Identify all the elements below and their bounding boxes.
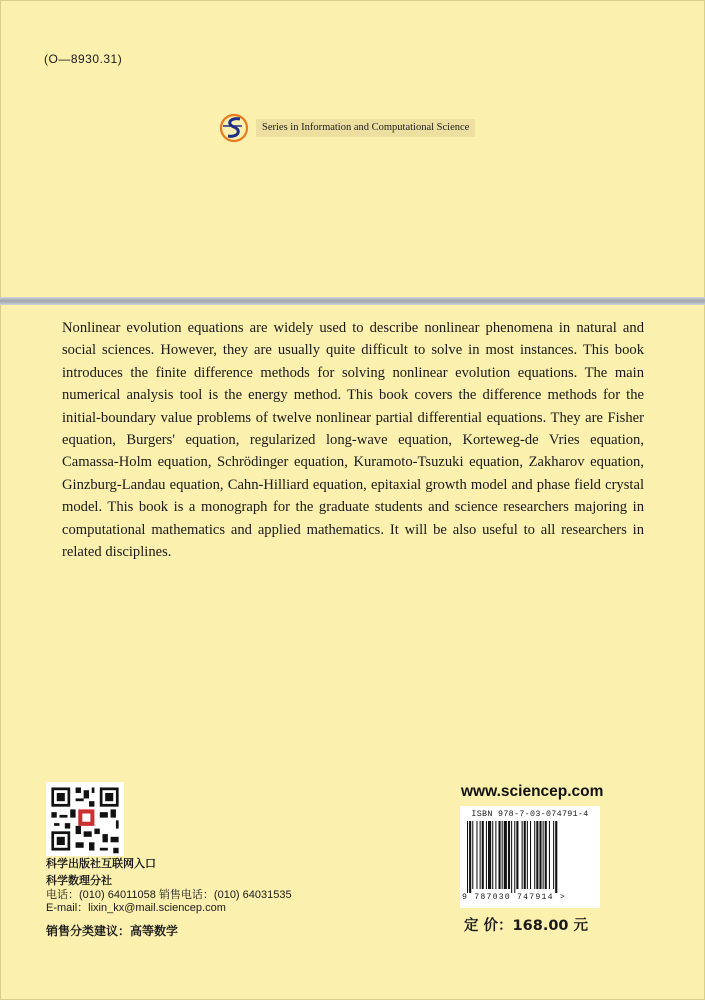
publisher-info — [46, 855, 292, 939]
catalog-code: (O—8930.31) — [44, 52, 123, 66]
barcode-bar — [545, 821, 547, 889]
barcode-bar — [495, 821, 496, 889]
section-divider — [0, 297, 705, 305]
barcode-bar — [511, 821, 512, 893]
series-name: Series in Information and Computational Science — [256, 119, 475, 137]
barcode-bar — [502, 821, 503, 889]
publisher-phone: 电话：(010) 64011058 销售电话：(010) 64031535 — [46, 889, 292, 901]
barcode-bar — [539, 821, 541, 889]
barcode-bar — [482, 821, 484, 889]
barcode-bar — [553, 821, 554, 889]
barcode-bar — [549, 821, 550, 889]
barcode-digits: 9 787030 747914 > — [462, 893, 566, 902]
barcode-bar — [527, 821, 528, 889]
barcode-bar — [504, 821, 507, 889]
barcode-bar — [486, 821, 487, 889]
barcode-bar — [472, 821, 473, 889]
series-banner — [218, 112, 475, 144]
publisher-portal: 科学出版社互联网入口 — [46, 857, 156, 870]
barcode-bar — [524, 821, 526, 889]
barcode-bar — [467, 821, 468, 893]
isbn-barcode — [460, 806, 600, 908]
barcode-bar — [522, 821, 523, 889]
sales-classification: 销售分类建议：高等数学 — [46, 924, 179, 938]
barcode-bar — [534, 821, 535, 889]
barcode-icon — [467, 821, 593, 893]
barcode-bar — [476, 821, 477, 889]
barcode-bar — [555, 821, 557, 893]
barcode-bar — [469, 821, 471, 893]
barcode-bar — [516, 821, 518, 889]
barcode-bar — [499, 821, 501, 889]
barcode-bar — [508, 821, 510, 889]
barcode-bar — [480, 821, 481, 889]
isbn-label: ISBN 978-7-03-074791-4 — [471, 809, 589, 819]
barcode-bar — [530, 821, 531, 889]
sfc-series-logo — [218, 112, 252, 144]
barcode-bar — [492, 821, 493, 889]
qr-code-icon — [46, 782, 124, 856]
price: 定 价：168.00 元 — [464, 918, 589, 934]
book-description: Nonlinear evolution equations are widely used to describe nonlinear phenomena in natural and social sciences. However, they are usually quite difficult to solve in most instances. This book introduces the finite difference methods for solving nonlinear evolution equations. The main numerical analysis tool is the energy method. This book covers the difference methods for the initial-boundary value problems of twelve nonlinear partial differential equations. They are Fisher equation, Burgers' equation, regularized long-wave equation, Korteweg-de Vries equation, Camassa-Holm equation, Schrödinger equation, Kuramoto-Tsuzuki equation, Zakharov equation, Ginzburg-Landau equation, Cahn-Hilliard equation, epitaxial growth model and phase field crystal model. This book is a monograph for the graduate students and science researchers majoring in computational mathematics and applied mathematics. It will be also useful to all researchers in related disciplines. — [62, 320, 644, 561]
barcode-bar — [536, 821, 538, 889]
barcode-bar — [488, 821, 491, 889]
barcode-bar — [514, 821, 515, 893]
publisher-branch: 科学数理分社 — [46, 874, 112, 887]
publisher-email: E-mail：lixin_kx@mail.sciencep.com — [46, 902, 226, 914]
publisher-website: www.sciencep.com — [461, 783, 604, 800]
barcode-bar — [543, 821, 544, 889]
